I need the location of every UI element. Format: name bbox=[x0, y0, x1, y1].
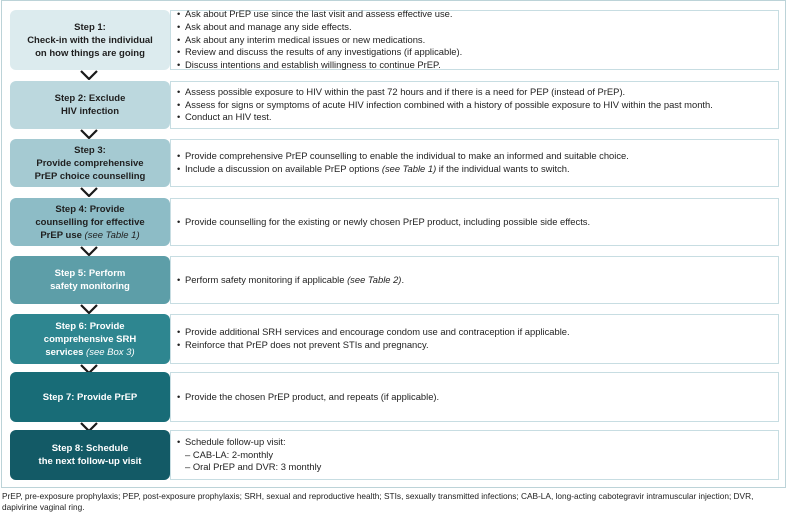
step-3-label: Step 3: Provide comprehensive PrEP choice counselling bbox=[34, 144, 146, 182]
step-3-details bbox=[170, 139, 779, 187]
step-6-box bbox=[10, 314, 170, 364]
step-7-details bbox=[170, 372, 779, 422]
chevron-down-icon bbox=[80, 187, 98, 197]
step-5-bullet: • Perform safety monitoring if applicable (see Table 2). bbox=[177, 274, 772, 287]
chevron-down-icon bbox=[80, 70, 98, 80]
step-8-bullet: • Schedule follow-up visit: bbox=[177, 436, 772, 449]
step-2-label: Step 2: Exclude HIV infection bbox=[54, 93, 126, 117]
step-8-sub-bullet: – Oral PrEP and DVR: 3 monthly bbox=[185, 461, 322, 473]
step-1-bullet: • Review and discuss the results of any investigations (if applicable). bbox=[177, 46, 772, 59]
step-2-details bbox=[170, 81, 779, 129]
step-6-label: Step 6: Provide comprehensive SRH services (see Box 3) bbox=[43, 320, 137, 358]
step-5-details bbox=[170, 256, 779, 304]
step-6-bullet: • Provide additional SRH services and encourage condom use and contraception if applicable. bbox=[177, 326, 772, 339]
step-2-bullet: • Conduct an HIV test. bbox=[177, 111, 772, 124]
step-4-details bbox=[170, 198, 779, 246]
step-8-box bbox=[10, 430, 170, 480]
step-1-box bbox=[10, 10, 170, 70]
step-5-box bbox=[10, 256, 170, 304]
step-5-label: Step 5: Perform safety monitoring bbox=[50, 268, 130, 292]
chevron-down-icon bbox=[80, 246, 98, 256]
footnote: PrEP, pre-exposure prophylaxis; PEP, post-exposure prophylaxis; SRH, sexual and reproductive health; STIs, sexually transmitted infections; CAB-LA, long-acting cabotegravir intramuscular injection; DVR, dapivirine vaginal ring. bbox=[2, 491, 754, 512]
step-6-bullet: • Reinforce that PrEP does not prevent STIs and pregnancy. bbox=[177, 339, 772, 352]
step-2-box bbox=[10, 81, 170, 129]
step-4-bullet: • Provide counselling for the existing or newly chosen PrEP product, including possible side effects. bbox=[177, 216, 772, 229]
step-3-bullet: • Include a discussion on available PrEP options (see Table 1) if the individual wants to switch. bbox=[177, 163, 772, 176]
step-1-bullet: • Ask about PrEP use since the last visit and assess effective use. bbox=[177, 8, 772, 21]
step-3-bullet: • Provide comprehensive PrEP counselling to enable the individual to make an informed and suitable choice. bbox=[177, 150, 772, 163]
step-3-box bbox=[10, 139, 170, 187]
step-4-label: Step 4: Provide counselling for effective PrEP use (see Table 1) bbox=[35, 203, 145, 241]
step-1-details bbox=[170, 10, 779, 70]
step-7-box bbox=[10, 372, 170, 422]
step-7-bullet: • Provide the chosen PrEP product, and repeats (if applicable). bbox=[177, 391, 772, 404]
step-1-bullet: • Discuss intentions and establish willingness to continue PrEP. bbox=[177, 59, 772, 72]
step-8-label: Step 8: Schedule the next follow-up visit bbox=[38, 443, 142, 467]
chevron-down-icon bbox=[80, 129, 98, 139]
step-8-sub-bullet: – CAB-LA: 2-monthly bbox=[185, 448, 274, 460]
step-2-bullet: • Assess possible exposure to HIV within the past 72 hours and if there is a need for PEP (instead of PrEP). bbox=[177, 86, 772, 99]
step-7-label: Step 7: Provide PrEP bbox=[42, 391, 138, 403]
step-1-bullet: • Ask about any interim medical issues or new medications. bbox=[177, 34, 772, 47]
step-6-details bbox=[170, 314, 779, 364]
chevron-down-icon bbox=[80, 304, 98, 314]
step-4-box bbox=[10, 198, 170, 246]
step-2-bullet: • Assess for signs or symptoms of acute HIV infection combined with a history of possible exposure to HIV within the past month. bbox=[177, 99, 772, 112]
step-1-label: Step 1: Check-in with the individual on how things are going bbox=[27, 21, 153, 59]
step-1-bullet: • Ask about and manage any side effects. bbox=[177, 21, 772, 34]
step-8-details bbox=[170, 430, 779, 480]
